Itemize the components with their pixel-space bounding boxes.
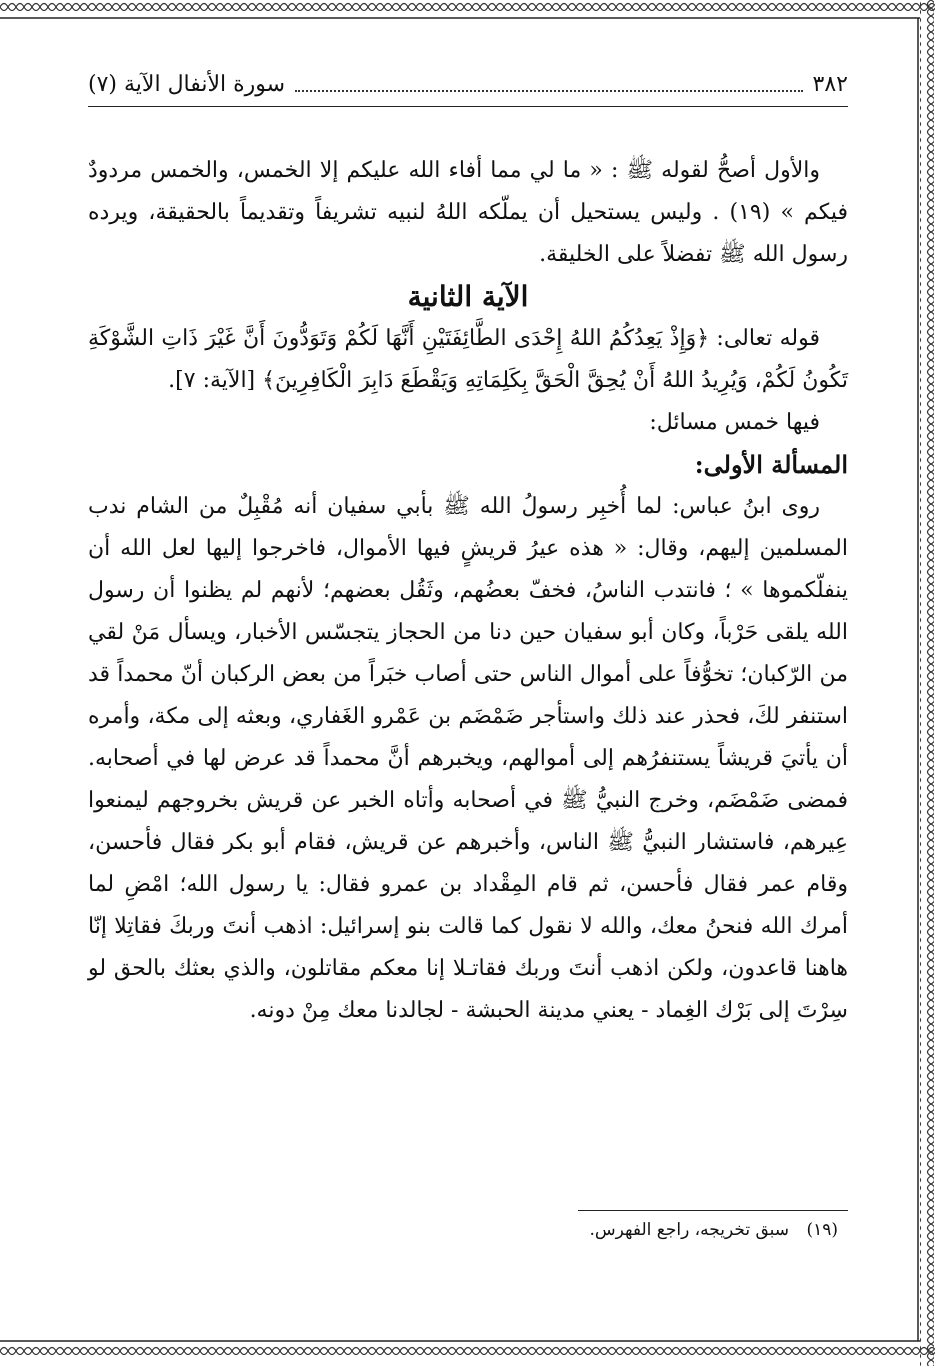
running-header bbox=[88, 66, 848, 102]
page-number: ٣٨٢ bbox=[812, 71, 848, 97]
paragraph-2: قوله تعالى: ﴿وَإِذْ يَعِدُكُمُ اللهُ إِحْدَى الطَّائِفَتَيْنِ أَنَّهَا لَكُمْ وَتَوَدُّونَ أَنَّ غَيْرَ ذَاتِ الشَّوْكَةِ تَكُونُ لَكُمْ، وَيُرِيدُ اللهُ أَنْ يُحِقَّ الْحَقَّ بِكَلِمَاتِهِ وَيَقْطَعَ دَابِرَ الْكَافِرِينَ﴾ [الآية: ٧]. bbox=[88, 326, 848, 393]
header-dots bbox=[295, 76, 802, 92]
masala-heading: المسألة الأولى: bbox=[694, 450, 848, 479]
footnote-text: سبق تخريجه، راجع الفهرس. bbox=[589, 1220, 790, 1240]
footnote bbox=[590, 1220, 838, 1240]
paragraph-3: فيها خمس مسائل: bbox=[649, 410, 820, 435]
ayah-heading: الآية الثانية bbox=[407, 280, 529, 313]
header-rule bbox=[88, 106, 848, 107]
footnote-number: (١٩) bbox=[806, 1220, 838, 1240]
paragraph-1: والأول أصحُّ لقوله ﷺ : « ما لي مما أفاء الله عليكم إلا الخمس، والخمس مردودٌ فيكم » (١٩) . وليس يستحيل أن يملّكه اللهُ لنبيه تشريفاً وتقديماً بالحقيقة، ويرده رسول الله ﷺ تفضلاً على الخليقة. bbox=[88, 158, 848, 267]
running-title: سورة الأنفال الآية (٧) bbox=[88, 71, 286, 97]
footnote-rule bbox=[578, 1210, 848, 1211]
main-text bbox=[88, 150, 848, 1032]
page-content bbox=[88, 60, 848, 1330]
paragraph-4: روى ابنُ عباس: لما أُخبِر رسولُ الله ﷺ بأبي سفيان أنه مُقْبِلٌ من الشام ندب المسلمين إليهم، وقال: « هذه عيرُ قريشٍ فيها الأموال، فاخرجوا إليها لعل الله أن ينفلّكموها » ؛ فانتدب الناسُ، فخفّ بعضُهم، وثَقُل بعضهم؛ لأنهم لم يظنوا أن رسول الله يلقى حَرْباً، وكان أبو سفيان حين دنا من الحجاز يتجسّس الأخبار، ويسأل مَنْ لقي من الرّكبان؛ تخوُّفاً على أموال الناس حتى أصاب خبَراً من بعض الركبان أنّ محمداً قد استنفر لكَ، فحذر عند ذلك واستأجر ضَمْضَم بن عَمْرو الغَفاري، وبعثه إلى مكة، وأمره أن يأتيَ قريشاً يستنفرُهم إلى أموالهم، ويخبرهم أنَّ محمداً قد عرض لها في أصحابه. فمضى ضَمْضَم، وخرج النبيُّ ﷺ في أصحابه وأتاه الخبر عن قريش بخروجهم ليمنعوا عِيرهم، فاستشار النبيُّ ﷺ الناس، وأخبرهم عن قريش، فقام أبو بكر فقال فأحسن، وقام عمر فقال فأحسن، ثم قام المِقْداد بن عمرو فقال: يا رسول الله؛ امْضِ لما أمرك الله فنحنُ معك، والله لا نقول كما قالت بنو إسرائيل: اذهب أنتَ وربكَ فقاتِلا إنّا هاهنا قاعدون، ولكن اذهب أنتَ وربك فقاتـلا إنا معكم مقاتلون، والذي بعثك بالحق لو سِرْتَ إلى بَرْك الغِماد - يعني مدينة الحبشة - لجالدنا معك مِنْ دونه. bbox=[88, 494, 848, 1023]
